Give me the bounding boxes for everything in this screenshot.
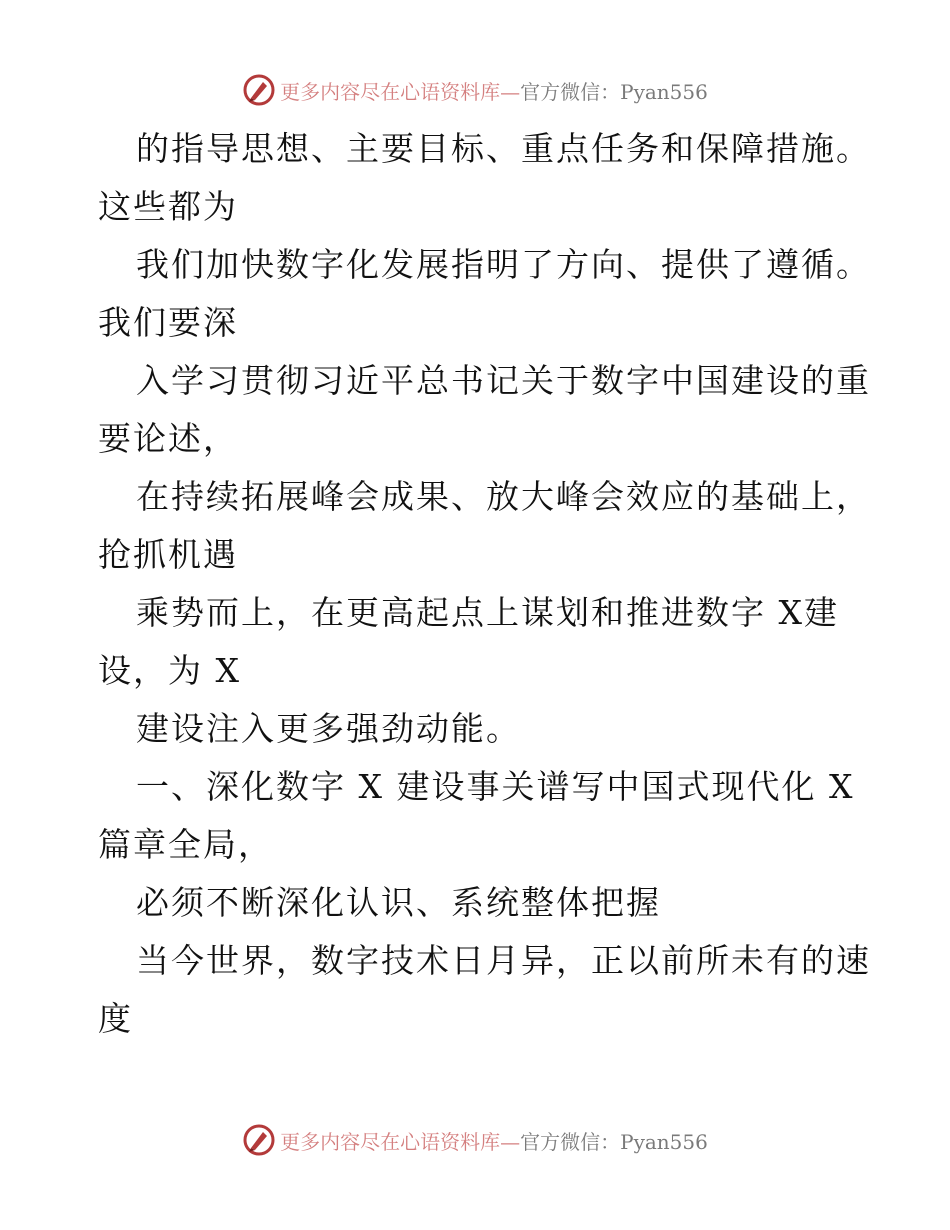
text-line: 在持续拓展峰会成果、放大峰会效应的基础上， (136, 477, 871, 516)
text-line: 这些都为 (98, 187, 238, 226)
section-heading-line: 篇章全局， (98, 825, 273, 864)
text-line: 我们要深 (98, 303, 238, 342)
document-body (98, 120, 871, 1048)
text-line: 建设注入更多强劲动能。 (136, 709, 521, 748)
text-line: 要论述， (98, 419, 238, 458)
pen-logo-icon (242, 1123, 276, 1157)
footer-banner (0, 1120, 950, 1160)
header-banner (0, 70, 950, 110)
text-line: 入学习贯彻习近平总书记关于数字中国建设的重 (136, 361, 871, 400)
text-line: 我们加快数字化发展指明了方向、提供了遵循。 (136, 245, 871, 284)
pen-logo-icon (242, 73, 276, 107)
text-line: 乘势而上，在更高起点上谋划和推进数字 X建 (136, 593, 839, 632)
text-line: 必须不断深化认识、系统整体把握 (136, 883, 661, 922)
footer-banner-text: 更多内容尽在心语资料库—官方微信：Pyan556 (280, 1129, 708, 1154)
text-line: 抢抓机遇 (98, 535, 238, 574)
header-banner-text: 更多内容尽在心语资料库—官方微信：Pyan556 (280, 79, 708, 104)
text-line: 设，为 X (98, 651, 241, 690)
text-line: 当今世界，数字技术日月异，正以前所未有的速 (136, 941, 871, 980)
text-line: 的指导思想、主要目标、重点任务和保障措施。 (136, 129, 871, 168)
text-line: 度 (98, 999, 133, 1038)
section-heading-line: 一、深化数字 X 建设事关谱写中国式现代化 X (136, 767, 855, 806)
